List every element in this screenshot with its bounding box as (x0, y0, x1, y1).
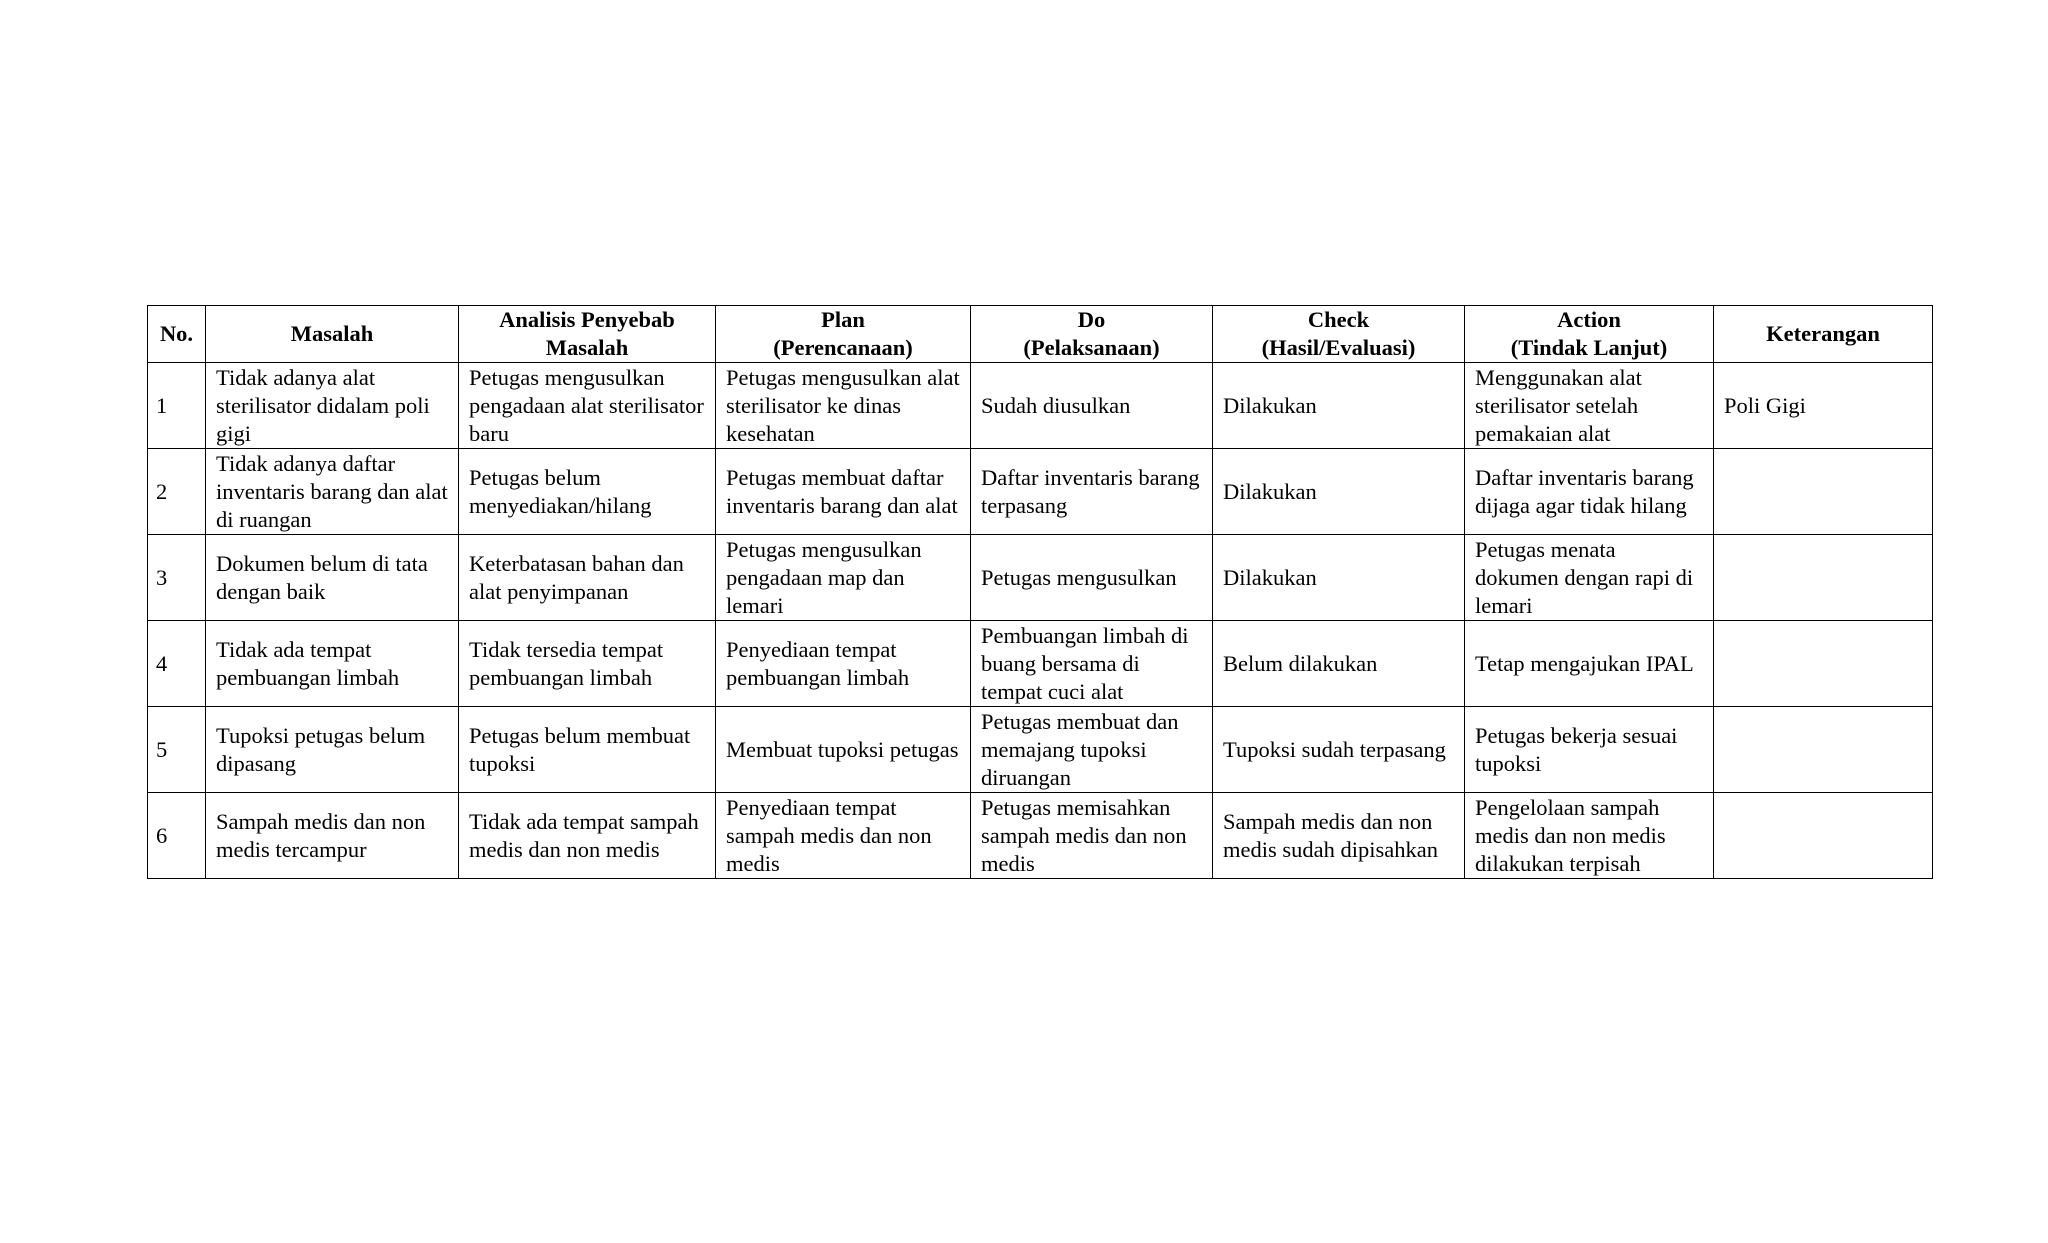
header-keterangan-label: Keterangan (1766, 321, 1880, 346)
cell-do: Petugas membuat dan memajang tupoksi diruangan (971, 707, 1213, 793)
header-analisis-line2: Masalah (545, 335, 629, 360)
cell-keterangan (1714, 535, 1933, 621)
cell-do: Sudah diusulkan (971, 363, 1213, 449)
header-plan-line1: Plan (821, 307, 865, 332)
header-check-line2: (Hasil/Evaluasi) (1261, 335, 1416, 360)
cell-keterangan: Poli Gigi (1714, 363, 1933, 449)
cell-no: 4 (148, 621, 206, 707)
table-row (148, 621, 1933, 707)
header-keterangan (1714, 306, 1933, 363)
header-action-line2: (Tindak Lanjut) (1510, 335, 1668, 360)
cell-check: Tupoksi sudah terpasang (1213, 707, 1465, 793)
cell-no: 3 (148, 535, 206, 621)
cell-plan: Petugas mengusulkan pengadaan map dan lemari (716, 535, 971, 621)
cell-plan: Penyediaan tempat pembuangan limbah (716, 621, 971, 707)
cell-do: Pembuangan limbah di buang bersama di tempat cuci alat (971, 621, 1213, 707)
cell-plan: Penyediaan tempat sampah medis dan non medis (716, 793, 971, 879)
header-action-line1: Action (1557, 307, 1621, 332)
cell-do: Petugas mengusulkan (971, 535, 1213, 621)
cell-do: Petugas memisahkan sampah medis dan non medis (971, 793, 1213, 879)
header-no-label: No. (159, 321, 194, 346)
cell-masalah: Tupoksi petugas belum dipasang (206, 707, 459, 793)
cell-analisis: Keterbatasan bahan dan alat penyimpanan (459, 535, 716, 621)
cell-plan: Petugas membuat daftar inventaris barang dan alat (716, 449, 971, 535)
cell-action: Petugas menata dokumen dengan rapi di lemari (1465, 535, 1714, 621)
cell-check: Dilakukan (1213, 449, 1465, 535)
header-masalah (206, 306, 459, 363)
cell-action: Pengelolaan sampah medis dan non medis dilakukan terpisah (1465, 793, 1714, 879)
cell-analisis: Tidak tersedia tempat pembuangan limbah (459, 621, 716, 707)
table-row (148, 707, 1933, 793)
cell-check: Dilakukan (1213, 535, 1465, 621)
cell-analisis: Petugas belum membuat tupoksi (459, 707, 716, 793)
table-row (148, 535, 1933, 621)
header-do (971, 306, 1213, 363)
pdca-table (147, 305, 1933, 879)
cell-no: 6 (148, 793, 206, 879)
cell-keterangan (1714, 793, 1933, 879)
table-row (148, 449, 1933, 535)
table-header-row (148, 306, 1933, 363)
header-do-line2: (Pelaksanaan) (1023, 335, 1160, 360)
cell-masalah: Tidak adanya daftar inventaris barang dan alat di ruangan (206, 449, 459, 535)
header-analisis (459, 306, 716, 363)
cell-masalah: Tidak adanya alat sterilisator didalam poli gigi (206, 363, 459, 449)
cell-action: Petugas bekerja sesuai tupoksi (1465, 707, 1714, 793)
cell-check: Belum dilakukan (1213, 621, 1465, 707)
table-row (148, 363, 1933, 449)
cell-keterangan (1714, 707, 1933, 793)
header-check-line1: Check (1307, 307, 1370, 332)
cell-keterangan (1714, 621, 1933, 707)
cell-plan: Petugas mengusulkan alat sterilisator ke dinas kesehatan (716, 363, 971, 449)
header-do-line1: Do (1077, 307, 1106, 332)
cell-action: Menggunakan alat sterilisator setelah pemakaian alat (1465, 363, 1714, 449)
cell-check: Dilakukan (1213, 363, 1465, 449)
cell-masalah: Tidak ada tempat pembuangan limbah (206, 621, 459, 707)
header-plan-line2: (Perencanaan) (773, 335, 913, 360)
header-action (1465, 306, 1714, 363)
cell-analisis: Petugas mengusulkan pengadaan alat sterilisator baru (459, 363, 716, 449)
cell-no: 1 (148, 363, 206, 449)
header-plan (716, 306, 971, 363)
cell-analisis: Petugas belum menyediakan/hilang (459, 449, 716, 535)
cell-do: Daftar inventaris barang terpasang (971, 449, 1213, 535)
cell-check: Sampah medis dan non medis sudah dipisahkan (1213, 793, 1465, 879)
header-masalah-label: Masalah (290, 321, 374, 346)
cell-action: Tetap mengajukan IPAL (1465, 621, 1714, 707)
cell-action: Daftar inventaris barang dijaga agar tidak hilang (1465, 449, 1714, 535)
cell-no: 5 (148, 707, 206, 793)
cell-masalah: Dokumen belum di tata dengan baik (206, 535, 459, 621)
cell-keterangan (1714, 449, 1933, 535)
table-row (148, 793, 1933, 879)
header-no (148, 306, 206, 363)
cell-no: 2 (148, 449, 206, 535)
header-analisis-line1: Analisis Penyebab (499, 307, 675, 332)
cell-masalah: Sampah medis dan non medis tercampur (206, 793, 459, 879)
cell-plan: Membuat tupoksi petugas (716, 707, 971, 793)
cell-analisis: Tidak ada tempat sampah medis dan non medis (459, 793, 716, 879)
header-check (1213, 306, 1465, 363)
